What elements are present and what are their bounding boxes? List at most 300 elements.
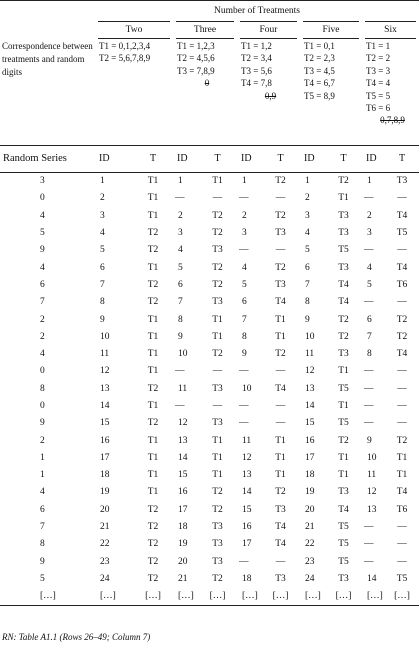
- random-digit-cell: 0: [40, 193, 45, 204]
- random-digit-cell: 4: [40, 210, 45, 221]
- treatment-cell: T1: [212, 314, 223, 325]
- unit-id-cell: 1: [242, 176, 247, 187]
- treatment-cell: T2: [147, 556, 159, 567]
- correspondence-line: T2 = 5,6,7,8,9: [99, 53, 151, 64]
- unit-id-cell: 20: [305, 504, 315, 515]
- unit-id-cell: 1: [100, 176, 105, 187]
- treatment-cell: T2: [147, 522, 159, 533]
- unit-id-cell: 7: [242, 314, 247, 325]
- unit-id-cell: 14: [100, 401, 110, 411]
- treatment-cell: T6: [396, 504, 408, 515]
- unit-id-cell: 2: [178, 210, 183, 221]
- treatment-cell: T2: [147, 539, 159, 550]
- treatment-cell: […]: [209, 591, 226, 602]
- table-row: [0, 311, 419, 328]
- random-digit-cell: 9: [40, 418, 45, 429]
- unused-digits: 0: [204, 78, 210, 89]
- treatment-cell: T3: [212, 297, 223, 308]
- unit-id-cell: […]: [242, 591, 258, 602]
- unit-id-cell: 2: [305, 193, 310, 204]
- t-column-header: T: [261, 145, 300, 172]
- treatment-cell: T3: [338, 349, 349, 360]
- treatment-cell: T2: [147, 228, 159, 239]
- treatment-cell: T3: [212, 383, 223, 394]
- t-column-header: T: [325, 145, 362, 172]
- treatment-cell: T1: [212, 452, 223, 463]
- treatment-cell: T1: [212, 470, 223, 481]
- treatment-cell: T2: [212, 210, 223, 221]
- t-column-header: T: [385, 145, 419, 172]
- table-row: [0, 501, 419, 518]
- t-column-header: T: [198, 145, 237, 172]
- table-row: [0, 415, 419, 432]
- unit-id-cell: 4: [305, 228, 310, 239]
- treatment-cell: T2: [275, 349, 286, 360]
- source-note: RN: Table A1.1 (Rows 26–49; Column 7): [2, 632, 151, 642]
- treatment-cell: T2: [338, 331, 349, 342]
- random-digit-cell: 4: [40, 262, 45, 273]
- table-row: [0, 328, 419, 345]
- unit-id-cell: 6: [100, 262, 105, 273]
- treatment-cell: T1: [147, 349, 159, 360]
- group-header-cell: [237, 20, 300, 40]
- treatment-cell: T1: [338, 452, 349, 463]
- unit-id-cell: 8: [242, 331, 247, 342]
- correspondence-line: T2 = 2,3: [304, 53, 335, 64]
- treatment-cell: T1: [275, 452, 286, 463]
- table-row: [0, 536, 419, 553]
- unit-id-cell: 15: [100, 418, 110, 429]
- unit-id-cell: —: [364, 522, 374, 533]
- treatment-cell: T1: [147, 331, 159, 342]
- group-header-cell: [173, 20, 237, 40]
- treatment-cell: T1: [147, 401, 159, 411]
- unit-id-cell: […]: [178, 591, 194, 602]
- treatment-cell: T1: [275, 314, 286, 325]
- treatment-cell: T4: [396, 349, 408, 360]
- correspondence-line: T2 = 4,5,6: [177, 53, 215, 64]
- unit-id-cell: 5: [100, 245, 105, 256]
- random-digit-cell: 4: [40, 349, 45, 360]
- unit-id-cell: —: [364, 383, 374, 394]
- title-row: [0, 1, 419, 20]
- treatment-cell: T1: [338, 193, 349, 204]
- unit-id-cell: 8: [178, 314, 183, 325]
- unit-id-cell: 15: [305, 418, 315, 429]
- unit-id-cell: 10: [367, 452, 377, 463]
- treatment-cell: T2: [212, 228, 223, 239]
- bottom-rule: [0, 605, 419, 606]
- t-column-header: T: [133, 145, 173, 172]
- treatment-cell: T1: [338, 366, 349, 377]
- treatment-cell: T1: [275, 435, 286, 446]
- unit-id-cell: 4: [367, 262, 372, 273]
- treatment-cell: T2: [212, 279, 223, 290]
- unit-id-cell: 17: [178, 504, 188, 515]
- treatment-cell: T2: [147, 279, 159, 290]
- group-header-label: Six: [365, 21, 416, 39]
- unit-id-cell: 8: [100, 297, 105, 308]
- unit-id-cell: 22: [100, 539, 110, 550]
- correspondence-line: T2 = 3,4: [241, 53, 272, 64]
- treatment-cell: T2: [275, 210, 286, 221]
- unit-id-cell: 18: [305, 470, 315, 481]
- unit-id-cell: —: [364, 193, 374, 204]
- unit-id-cell: 7: [367, 331, 372, 342]
- unit-id-cell: 15: [178, 470, 188, 481]
- unit-id-cell: 20: [100, 504, 110, 515]
- id-column-header: ID: [362, 145, 385, 172]
- unit-id-cell: 11: [242, 435, 252, 446]
- treatment-cell: T3: [338, 210, 349, 221]
- unit-id-cell: 18: [242, 573, 252, 584]
- unit-id-cell: 5: [305, 245, 310, 256]
- unit-id-cell: —: [175, 366, 185, 377]
- treatment-cell: T2: [147, 418, 159, 429]
- table-row: [0, 224, 419, 241]
- unit-id-cell: 1: [178, 176, 183, 187]
- unit-id-cell: 20: [178, 556, 188, 567]
- treatment-cell: […]: [394, 591, 410, 602]
- treatment-cell: —: [275, 366, 286, 377]
- treatment-cell: —: [275, 556, 286, 567]
- unit-id-cell: 14: [367, 573, 377, 584]
- unit-id-cell: 16: [242, 522, 252, 533]
- unit-id-cell: 3: [178, 228, 183, 239]
- unit-id-cell: 21: [178, 573, 188, 584]
- treatment-cell: T1: [147, 176, 159, 187]
- treatment-cell: T1: [212, 331, 223, 342]
- unit-id-cell: —: [239, 418, 249, 429]
- unit-id-cell: 14: [305, 401, 315, 411]
- table-row: [0, 294, 419, 311]
- unit-id-cell: —: [364, 418, 374, 429]
- unit-id-cell: 9: [178, 331, 183, 342]
- correspondence-line: T1 = 1,2: [241, 41, 272, 51]
- unit-id-cell: 17: [242, 539, 252, 550]
- unit-id-cell: 19: [178, 539, 188, 550]
- treatment-cell: T1: [396, 470, 408, 481]
- unit-id-cell: 19: [100, 487, 110, 498]
- random-digit-cell: 9: [40, 245, 45, 256]
- treatment-cell: —: [397, 522, 407, 533]
- treatment-cell: T1: [147, 366, 159, 377]
- unused-digits: 0,9: [264, 90, 277, 101]
- unit-id-cell: 17: [305, 452, 315, 463]
- table-row: [0, 449, 419, 466]
- treatment-cell: —: [397, 418, 407, 429]
- treatment-cell: T4: [275, 539, 286, 550]
- random-digit-cell: 6: [40, 504, 45, 515]
- correspondence-line: T6 = 6: [366, 103, 391, 114]
- treatment-cell: —: [397, 245, 407, 256]
- unit-id-cell: 11: [178, 383, 188, 394]
- treatment-cell: T2: [147, 297, 159, 308]
- random-digit-cell: 9: [40, 556, 45, 567]
- treatment-cell: T4: [396, 210, 408, 221]
- unit-id-cell: 3: [100, 210, 105, 221]
- unit-id-cell: —: [364, 539, 374, 550]
- treatment-cell: —: [397, 556, 407, 567]
- treatment-cell: T2: [396, 314, 408, 325]
- unit-id-cell: 9: [100, 314, 105, 325]
- treatment-cell: —: [275, 418, 286, 429]
- column-header-row: [0, 145, 419, 172]
- table-row: [0, 518, 419, 535]
- unit-id-cell: 12: [100, 366, 110, 377]
- unit-id-cell: —: [239, 366, 249, 377]
- treatment-cell: T2: [338, 314, 349, 325]
- table-row: [0, 172, 419, 190]
- random-digit-cell: […]: [40, 591, 56, 602]
- treatment-cell: T2: [147, 504, 159, 515]
- random-digit-cell: 0: [40, 366, 45, 377]
- treatment-cell: T3: [396, 176, 408, 187]
- unit-id-cell: 3: [367, 228, 372, 239]
- treatment-cell: T1: [147, 435, 159, 446]
- unit-id-cell: 8: [367, 349, 372, 360]
- treatment-cell: T3: [212, 539, 223, 550]
- correspondence-line: T1 = 1: [366, 41, 391, 51]
- treatment-cell: T1: [275, 470, 286, 481]
- unit-id-cell: 16: [100, 435, 110, 446]
- treatment-cell: —: [397, 366, 407, 377]
- table-row: [0, 259, 419, 276]
- table-row: [0, 397, 419, 414]
- group-header-label: Three: [176, 21, 234, 39]
- table-title: Number of Treatments: [213, 5, 301, 16]
- unit-id-cell: 6: [305, 262, 310, 273]
- unit-id-cell: 21: [305, 522, 315, 533]
- unit-id-cell: 4: [178, 245, 183, 256]
- unused-digits: 0,7,8,9: [380, 115, 405, 126]
- treatment-cell: —: [397, 401, 407, 411]
- unit-id-cell: 15: [242, 504, 252, 515]
- treatment-cell: T4: [396, 487, 408, 498]
- table-row: [0, 363, 419, 380]
- treatment-cell: […]: [272, 591, 289, 602]
- correspondence-line: T3 = 7,8,9: [177, 65, 215, 76]
- random-digit-cell: 5: [40, 573, 45, 584]
- unit-id-cell: 24: [100, 573, 110, 584]
- unit-id-cell: 10: [100, 331, 110, 342]
- treatment-cell: T3: [338, 228, 349, 239]
- correspondence-label: Correspondence between treatments and random digits: [2, 41, 93, 77]
- table-row: [0, 345, 419, 362]
- table-row: [0, 467, 419, 484]
- treatment-cell: —: [212, 193, 223, 204]
- random-series-header: Random Series: [0, 145, 95, 172]
- unit-id-cell: 14: [242, 487, 252, 498]
- treatment-cell: T5: [396, 573, 408, 584]
- treatment-cell: —: [275, 245, 286, 256]
- treatment-cell: T4: [338, 279, 349, 290]
- treatment-cell: T1: [147, 470, 159, 481]
- treatment-cell: T3: [212, 245, 223, 256]
- table-row: [0, 570, 419, 587]
- unit-id-cell: […]: [100, 591, 116, 602]
- random-digit-cell: 2: [40, 435, 45, 446]
- treatment-cell: —: [212, 401, 223, 411]
- unit-id-cell: 10: [305, 331, 315, 342]
- id-column-header: ID: [95, 145, 133, 172]
- correspondence-line: T1 = 1,2,3: [177, 41, 215, 51]
- unit-id-cell: 6: [178, 279, 183, 290]
- correspondence-line: T3 = 5,6: [241, 65, 272, 76]
- random-digit-cell: 8: [40, 383, 45, 394]
- treatment-cell: T5: [338, 522, 349, 533]
- treatment-cell: T1: [147, 262, 159, 273]
- treatment-cell: —: [397, 383, 407, 394]
- random-digit-cell: 1: [40, 470, 45, 481]
- unit-id-cell: 7: [100, 279, 105, 290]
- group-header-label: Five: [303, 21, 359, 39]
- correspondence-line: T1 = 0,1: [304, 41, 335, 51]
- correspondence-line: T2 = 2: [366, 53, 391, 64]
- unit-id-cell: 2: [242, 210, 247, 221]
- treatment-cell: T4: [275, 383, 286, 394]
- correspondence-line: T5 = 5: [366, 90, 391, 101]
- treatment-cell: T5: [338, 539, 349, 550]
- unit-id-cell: 13: [100, 383, 110, 394]
- treatment-cell: T1: [212, 176, 223, 187]
- treatment-cell: T5: [338, 556, 349, 567]
- group-header-cell: [300, 20, 362, 40]
- unit-id-cell: 21: [100, 522, 110, 533]
- table-row: [0, 553, 419, 570]
- treatment-cell: T2: [147, 245, 159, 256]
- unit-id-cell: 13: [367, 504, 377, 515]
- unit-id-cell: —: [364, 366, 374, 377]
- unit-id-cell: 23: [305, 556, 315, 567]
- unit-id-cell: 11: [367, 470, 377, 481]
- unit-id-cell: […]: [305, 591, 321, 602]
- random-digit-cell: 8: [40, 539, 45, 550]
- unit-id-cell: —: [239, 401, 249, 411]
- treatment-cell: T2: [147, 573, 159, 584]
- unit-id-cell: 4: [100, 228, 105, 239]
- unit-id-cell: 2: [100, 193, 105, 204]
- table-row: [0, 484, 419, 501]
- correspondence-cell: [95, 40, 173, 145]
- treatment-cell: T6: [396, 279, 408, 290]
- unit-id-cell: —: [175, 193, 185, 204]
- treatment-cell: T1: [147, 314, 159, 325]
- group-header-label: Four: [240, 21, 297, 39]
- treatment-cell: T3: [212, 418, 223, 429]
- treatment-cell: T1: [147, 193, 159, 204]
- unit-id-cell: 8: [305, 297, 310, 308]
- treatment-cell: T3: [275, 573, 286, 584]
- unit-id-cell: —: [364, 556, 374, 567]
- table-row: [0, 380, 419, 397]
- correspondence-cell: [173, 40, 237, 145]
- treatment-cell: T4: [338, 297, 349, 308]
- treatment-cell: T3: [275, 279, 286, 290]
- treatment-cell: T3: [275, 504, 286, 515]
- treatment-cell: T1: [275, 331, 286, 342]
- treatment-cell: […]: [335, 591, 352, 602]
- correspondence-line: T4 = 4: [366, 78, 391, 89]
- unit-id-cell: 1: [367, 176, 372, 187]
- treatment-cell: T1: [147, 452, 159, 463]
- unit-id-cell: 18: [178, 522, 188, 533]
- treatment-cell: T3: [338, 573, 349, 584]
- correspondence-row: [0, 40, 419, 145]
- treatment-cell: —: [397, 193, 407, 204]
- unit-id-cell: 24: [305, 573, 315, 584]
- treatment-cell: T2: [275, 262, 286, 273]
- table-row: [0, 588, 419, 606]
- unit-id-cell: 10: [242, 383, 252, 394]
- unit-id-cell: 6: [242, 297, 247, 308]
- unit-id-cell: 6: [367, 314, 372, 325]
- unit-id-cell: 12: [305, 366, 315, 377]
- treatment-cell: T3: [212, 522, 223, 533]
- table-row: [0, 432, 419, 449]
- unit-id-cell: 10: [178, 349, 188, 360]
- unit-id-cell: 13: [305, 383, 315, 394]
- unit-id-cell: 22: [305, 539, 315, 550]
- treatment-cell: T2: [396, 331, 408, 342]
- unit-id-cell: 3: [305, 210, 310, 221]
- treatment-cell: T3: [338, 487, 349, 498]
- treatment-cell: —: [397, 297, 407, 308]
- treatment-cell: T2: [212, 349, 223, 360]
- unit-id-cell: 11: [100, 349, 110, 360]
- unit-id-cell: 5: [242, 279, 247, 290]
- treatment-cell: T1: [147, 210, 159, 221]
- treatment-cell: T4: [338, 504, 349, 515]
- unit-id-cell: —: [175, 401, 185, 411]
- correspondence-line: T5 = 8,9: [304, 90, 335, 101]
- correspondence-line: T4 = 6,7: [304, 78, 335, 89]
- treatment-cell: T2: [147, 383, 159, 394]
- id-column-header: ID: [300, 145, 325, 172]
- treatment-cell: […]: [145, 591, 161, 602]
- treatment-cell: —: [397, 539, 407, 550]
- group-header-label: Two: [98, 21, 170, 39]
- unit-id-cell: 1: [305, 176, 310, 187]
- treatment-cell: T2: [212, 504, 223, 515]
- treatment-cell: T4: [275, 522, 286, 533]
- random-digit-cell: 4: [40, 487, 45, 498]
- unit-id-cell: 12: [178, 418, 188, 429]
- treatment-cell: T3: [212, 556, 223, 567]
- unit-id-cell: 7: [305, 279, 310, 290]
- table-row: [0, 276, 419, 293]
- treatment-cell: T3: [275, 228, 286, 239]
- unit-id-cell: 4: [242, 262, 247, 273]
- treatment-cell: T1: [147, 487, 159, 498]
- group-header-cell: [95, 20, 173, 40]
- unit-id-cell: 14: [178, 452, 188, 463]
- random-digit-cell: 6: [40, 279, 45, 290]
- random-digit-cell: 7: [40, 297, 45, 308]
- unit-id-cell: 9: [367, 435, 372, 446]
- treatment-cell: T3: [338, 262, 349, 273]
- unit-id-cell: 12: [367, 487, 377, 498]
- unit-id-cell: 5: [367, 279, 372, 290]
- correspondence-line: T3 = 4,5: [304, 65, 335, 76]
- group-header-row: [0, 20, 419, 40]
- treatment-cell: T5: [396, 228, 408, 239]
- correspondence-cell: [300, 40, 362, 145]
- table-row: [0, 242, 419, 259]
- unit-id-cell: 3: [242, 228, 247, 239]
- treatment-cell: T5: [338, 418, 349, 429]
- unit-id-cell: 19: [305, 487, 315, 498]
